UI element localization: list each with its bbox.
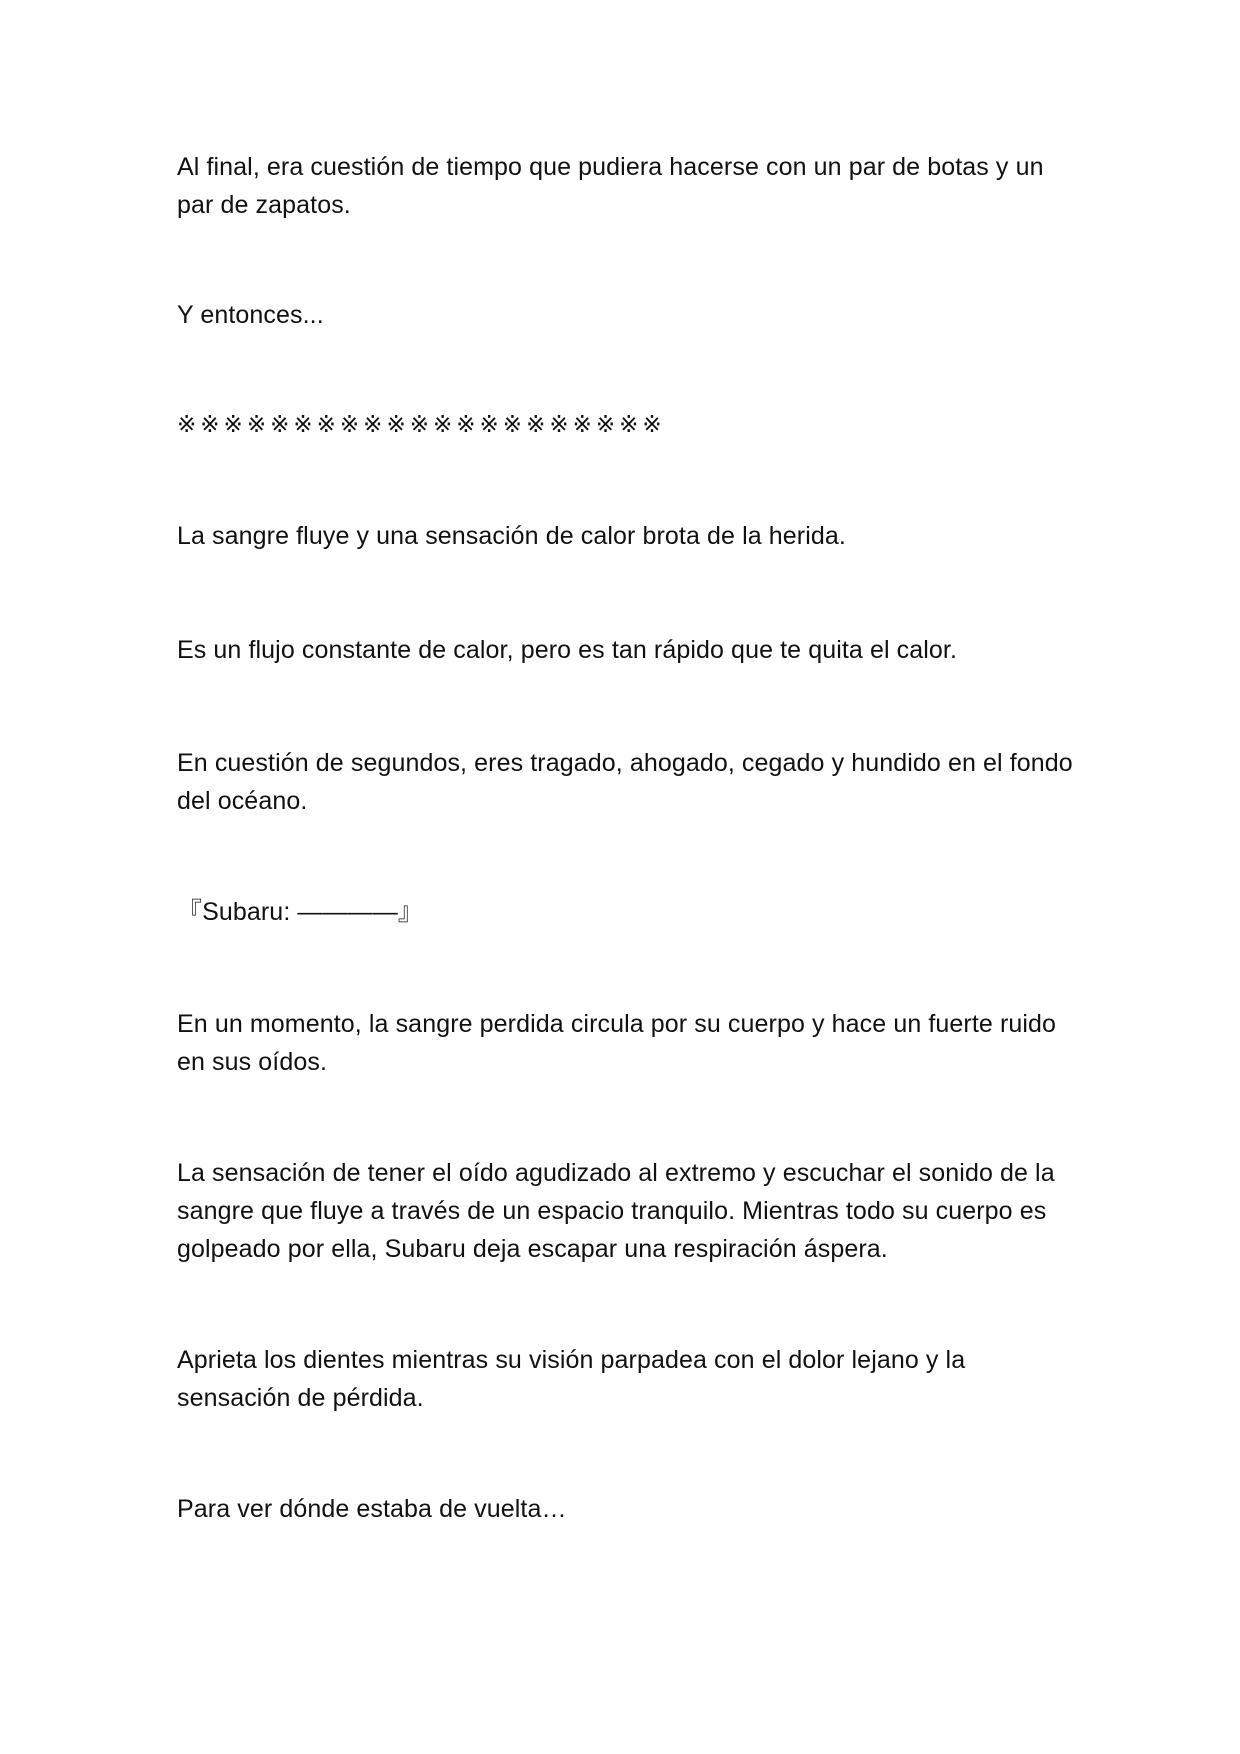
paragraph-8: Aprieta los dientes mientras su visión parpadea con el dolor lejano y la sensación de pérdida.	[177, 1346, 973, 1412]
paragraph-7: La sensación de tener el oído agudizado al extremo y escuchar el sonido de la sangre que fluye a través de un espacio tranquilo. Mientras todo su cuerpo es golpeado por ella, Subaru deja escapar una respiración áspera.	[177, 1159, 1062, 1263]
paragraph-9: Para ver dónde estaba de vuelta…	[177, 1495, 567, 1523]
paragraph-1: Al final, era cuestión de tiempo que pudiera hacerse con un par de botas y un par de zapatos.	[177, 153, 1051, 219]
paragraph-2: Y entonces...	[177, 301, 324, 329]
paragraph-6: En un momento, la sangre perdida circula por su cuerpo y hace un fuerte ruido en sus oídos.	[177, 1010, 1064, 1076]
scene-separator: ※※※※※※※※※※※※※※※※※※※※※	[177, 412, 666, 438]
paragraph-4: Es un flujo constante de calor, pero es tan rápido que te quita el calor.	[177, 636, 958, 664]
paragraph-3: La sangre fluye y una sensación de calor brota de la herida.	[177, 522, 846, 550]
dialogue-subaru: 『Subaru: ————』	[177, 898, 423, 926]
paragraph-5: En cuestión de segundos, eres tragado, ahogado, cegado y hundido en el fondo del océano.	[177, 749, 1080, 815]
